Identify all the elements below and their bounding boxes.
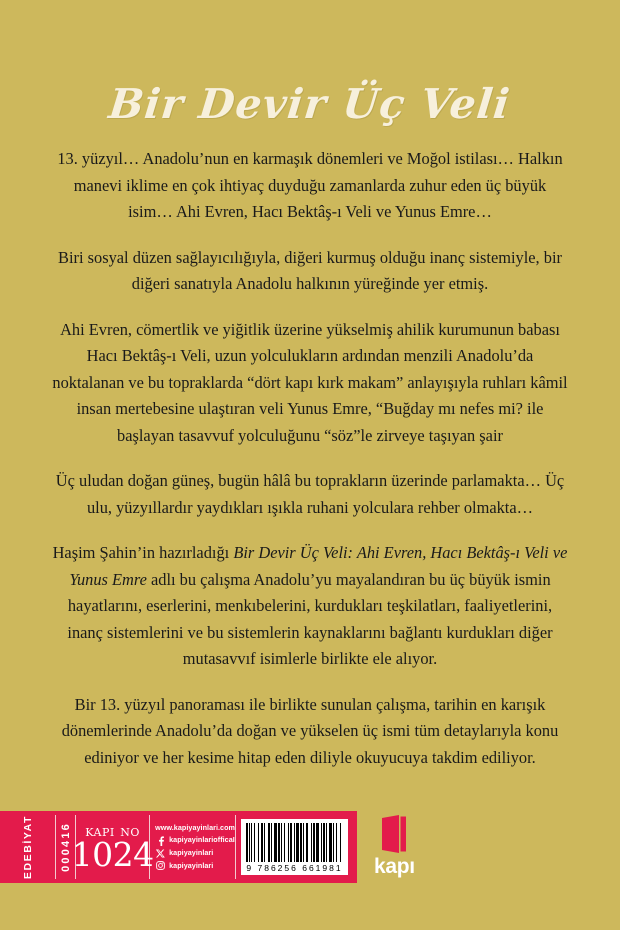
instagram-handle: kapiyayinlari bbox=[169, 860, 214, 870]
facebook-link[interactable] bbox=[155, 834, 235, 847]
title-block bbox=[0, 80, 620, 128]
author-suffix: adlı bu çalışma Anadolu’yu mayalandıran bu üç büyük ismin hayatlarını, eserlerini, menkıbelerini, kurdukları teşkilatları, faaliyetlerini, inanç sistemlerini ve bu sistemlerin kaynaklarını bağlantı kurdukları diğer mutasavvıf isimlerle birlikte ele alıyor. bbox=[67, 569, 553, 668]
facebook-icon bbox=[155, 835, 166, 846]
blurb-paragraph-2: Biri sosyal düzen sağlayıcılığıyla, diğeri kurmuş olduğu inanç sistemiyle, bir diğeri sanatıyla Anadolu halkının yüreğinde yer etmiş. bbox=[58, 247, 562, 293]
publisher-logo bbox=[374, 815, 444, 881]
kapi-no-value: 1024 bbox=[71, 835, 154, 874]
x-handle: kapiyayinlari bbox=[169, 848, 214, 857]
barcode-number: 9 786256 661981 bbox=[246, 863, 343, 873]
barcode-bars bbox=[246, 823, 343, 862]
barcode bbox=[241, 819, 348, 875]
book-title-part2: Üç Veli bbox=[340, 80, 514, 128]
x-twitter-icon bbox=[155, 848, 166, 859]
instagram-link[interactable] bbox=[155, 860, 213, 873]
category-label: EDEBİYAT bbox=[21, 814, 34, 880]
open-door-icon bbox=[382, 815, 406, 853]
instagram-icon bbox=[155, 860, 166, 871]
blurb-paragraph-5: Bir 13. yüzyıl panoraması ile birlikte sunulan çalışma, tarihin en karışık dönemlerinde Anadolu’da doğan ve yükselen üç ismi tüm detaylarıyla konu ediniyor ve her kesime hitap eden diliyle okuyucuya takdim ediliyor. bbox=[61, 694, 559, 767]
website-link[interactable] bbox=[155, 822, 235, 835]
x-link[interactable] bbox=[155, 847, 213, 860]
blurb-paragraph-1: 13. yüzyıl… Anadolu’nun en karmaşık dönemleri ve Moğol istilası… Halkın manevi iklime en çok ihtiyaç duyduğu zamanlarda zuhur eden üç büyük isim… Ahi Evren, Hacı Bektâş-ı Veli ve Yunus Emre… bbox=[57, 149, 563, 221]
footer bbox=[0, 811, 620, 883]
category-cell bbox=[0, 815, 56, 879]
blurb-paragraph-4: Üç uludan doğan güneş, bugün hâlâ bu toprakların üzerinde parlamakta… Üç ulu, yüzyıllardır yaydıkları ışıkla ruhani yolculara rehber olmakta… bbox=[55, 471, 565, 517]
kapi-no-cell bbox=[71, 815, 154, 879]
internal-code: 000416 bbox=[59, 822, 72, 872]
footer-red-bar bbox=[0, 811, 357, 883]
publisher-name: kapı bbox=[374, 855, 415, 878]
blurb-paragraph-author bbox=[50, 540, 570, 673]
barcode-cell bbox=[236, 815, 353, 879]
book-title bbox=[107, 80, 514, 128]
book-title-italic: Bir Devir Üç Veli: Ahi Evren, Hacı Bektâş-ı Veli ve Yunus Emre bbox=[69, 543, 568, 589]
website-url: www.kapiyayinlari.com bbox=[155, 822, 235, 832]
book-title-part1: Bir Devir bbox=[107, 80, 330, 128]
social-links-cell bbox=[150, 815, 236, 879]
blurb-paragraph-3: Ahi Evren, cömertlik ve yiğitlik üzerine yükselmiş ahilik kurumunun babası Hacı Bektâş-ı Veli, uzun yolculukların ardından menzili Anadolu’da noktalanan ve bu topraklarda “dört kapı kırk makam” anlayışıyla ruhları kâmil insan mertebesine ulaştıran veli Yunus Emre, “Buğday mı nefes mi? ile başlayan tasavvuf yolculuğunu “söz”le zirveye taşıyan şair bbox=[52, 319, 568, 445]
author-prefix: Haşim Şahin’in hazırladığı bbox=[52, 543, 234, 562]
kapi-no-label: kapi no bbox=[85, 821, 140, 840]
back-cover-blurb bbox=[50, 146, 570, 790]
facebook-handle: kapiyayinlariofficaI bbox=[169, 835, 235, 845]
